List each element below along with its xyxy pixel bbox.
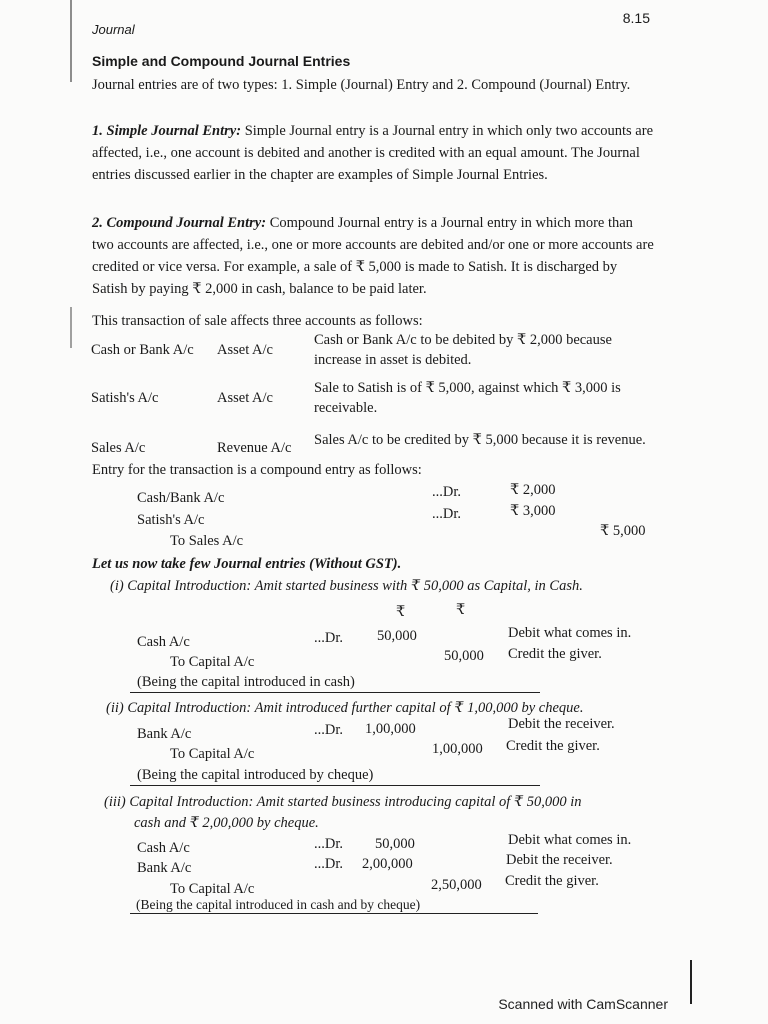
entry-dr: ...Dr. (314, 836, 343, 852)
example-1-title: (i) Capital Introduction: Amit started business with ₹ 50,000 as Capital, in Cash. (110, 578, 583, 594)
entry-underline (130, 692, 540, 693)
rupee-column-dr: ₹ (396, 604, 406, 620)
table-type: Asset A/c (217, 342, 273, 358)
page-edge-mark (690, 960, 692, 1004)
entry-rule: Credit the giver. (505, 873, 599, 889)
affects-line: This transaction of sale affects three accounts as follows: (92, 313, 423, 329)
entry-amount: 1,00,000 (365, 721, 416, 737)
compound-entry-text: Compound Journal entry is a Journal entry in which more than two accounts are affected, i.e., one or more accounts are debited and/or one or more accounts are credited or vice versa. For example, a sale of ₹ 5,000 is made to Satish. It is discharged by Satish by paying ₹ 2,000 in cash, balance to be paid later. (92, 215, 654, 297)
entry-underline (130, 785, 540, 786)
section-title: Simple and Compound Journal Entries (92, 53, 351, 69)
entry-rule: Credit the giver. (506, 738, 600, 754)
entry-underline (130, 913, 538, 914)
entry-amount: 1,00,000 (432, 741, 483, 757)
rupee-column-cr: ₹ (456, 602, 466, 618)
entry-account: Satish's A/c (137, 512, 205, 528)
table-type: Asset A/c (217, 390, 273, 406)
compound-entry-paragraph (92, 212, 654, 300)
entry-dr: ...Dr. (432, 484, 461, 500)
entry-rule: Debit the receiver. (506, 852, 613, 868)
page-number: 8.15 (622, 10, 650, 26)
entry-account: Cash A/c (137, 840, 190, 856)
entry-rule: Debit the receiver. (508, 716, 615, 732)
simple-entry-text: Simple Journal entry is a Journal entry in which only two accounts are affected, i.e., one account is debited and another is credited with an equal amount. The Journal entries discussed earlier in the chapter are examples of Simple Journal Entries. (92, 123, 654, 183)
entry-amount: 2,50,000 (431, 877, 482, 893)
entry-amount: ₹ 2,000 (510, 482, 556, 498)
entry-dr: ...Dr. (314, 856, 343, 872)
table-effect: Cash or Bank A/c to be debited by ₹ 2,000 because increase in asset is debited. (314, 332, 612, 368)
example-3-title: (iii) Capital Introduction: Amit started business introducing capital of ₹ 50,000 in (104, 794, 582, 810)
entry-narration: (Being the capital introduced by cheque) (137, 767, 374, 783)
entry-account: Cash/Bank A/c (137, 490, 225, 506)
entry-intro: Entry for the transaction is a compound entry as follows: (92, 462, 422, 478)
table-account: Sales A/c (91, 440, 146, 456)
entry-rule: Credit the giver. (508, 646, 602, 662)
table-type: Revenue A/c (217, 440, 292, 456)
table-effect: Sales A/c to be credited by ₹ 5,000 because it is revenue. (314, 432, 646, 448)
entry-dr: ...Dr. (314, 630, 343, 646)
compound-entry-label: 2. Compound Journal Entry: (92, 215, 267, 231)
entry-amount: 50,000 (375, 836, 415, 852)
binding-edge (70, 0, 72, 1024)
entry-dr: ...Dr. (432, 506, 461, 522)
entry-amount: 50,000 (444, 648, 484, 664)
table-effect: Sale to Satish is of ₹ 5,000, against which ₹ 3,000 is receivable. (314, 380, 621, 416)
simple-entry-paragraph (92, 120, 654, 186)
entry-amount: ₹ 5,000 (600, 523, 646, 539)
entry-rule: Debit what comes in. (508, 832, 632, 848)
scanner-watermark: Scanned with CamScanner (498, 996, 668, 1012)
entry-account: Bank A/c (137, 726, 192, 742)
entry-account: To Capital A/c (170, 654, 255, 670)
entry-narration: (Being the capital introduced in cash) (137, 674, 355, 690)
entry-narration: (Being the capital introduced in cash and by cheque) (136, 897, 421, 912)
table-account: Satish's A/c (91, 390, 159, 406)
example-2-title: (ii) Capital Introduction: Amit introduced further capital of ₹ 1,00,000 by cheque. (106, 700, 584, 716)
entry-dr: ...Dr. (314, 722, 343, 738)
entry-account: To Capital A/c (170, 746, 255, 762)
examples-heading: Let us now take few Journal entries (Without GST). (92, 556, 402, 572)
running-header: Journal (92, 22, 135, 37)
entry-amount: 2,00,000 (362, 856, 413, 872)
simple-entry-label: 1. Simple Journal Entry: (92, 123, 242, 139)
entry-amount: 50,000 (377, 628, 417, 644)
entry-account: To Sales A/c (170, 533, 244, 549)
intro-paragraph: Journal entries are of two types: 1. Simple (Journal) Entry and 2. Compound (Journal) Entry. (92, 77, 631, 93)
table-account: Cash or Bank A/c (91, 342, 194, 358)
entry-amount: ₹ 3,000 (510, 503, 556, 519)
entry-account: Bank A/c (137, 860, 192, 876)
entry-rule: Debit what comes in. (508, 625, 632, 641)
entry-account: To Capital A/c (170, 881, 255, 897)
example-3-title-cont: cash and ₹ 2,00,000 by cheque. (134, 815, 319, 831)
entry-account: Cash A/c (137, 634, 190, 650)
